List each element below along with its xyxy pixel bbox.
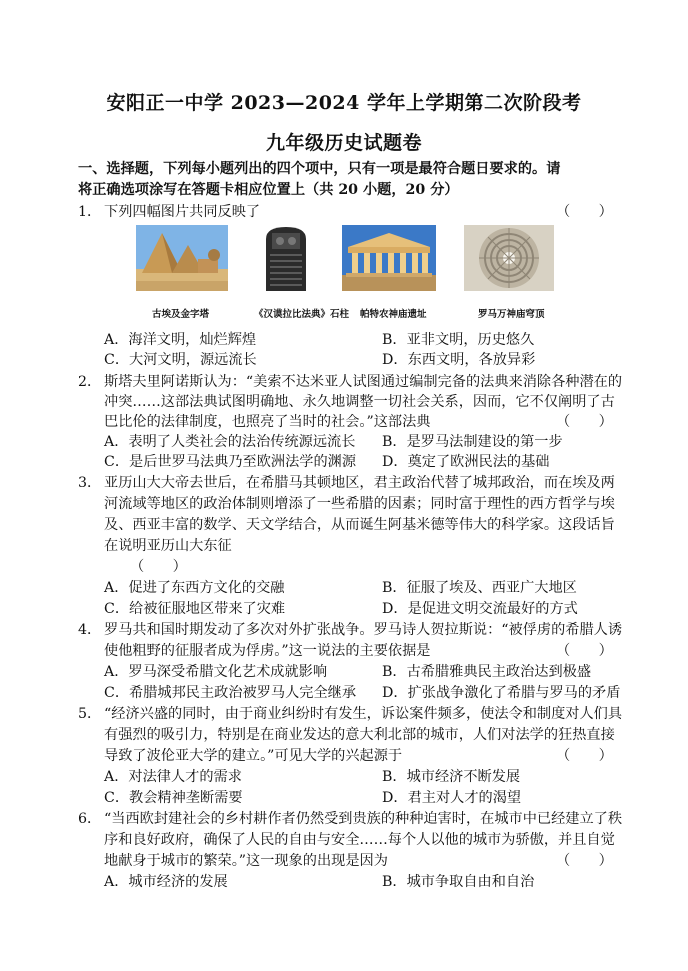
question-6-stem-line-1: “当西欧封建社会的乡村耕作者仍然受到贵族的种种迫害时，在城市中已经建立了秩 <box>104 811 623 827</box>
question-3-option-c: C．给被征服地区带来了灾难 <box>104 601 286 617</box>
question-4-option-b: B．古希腊雅典民主政治达到极盛 <box>382 664 592 680</box>
section-instruction-line-2: 将正确选项涂写在答题卡相应位置上（共 20 小题，20 分） <box>78 182 459 198</box>
question-2-option-c: C．是后世罗马法典乃至欧洲法学的渊源 <box>104 454 357 470</box>
question-5-option-c: C．教会精神垄断需要 <box>104 790 243 806</box>
question-4-option-d: D．扩张战争激化了希腊与罗马的矛盾 <box>382 685 621 701</box>
question-3-stem-line-2: 河流域等地区的政治体制则增添了一些希腊的因素；同时富于理性的西方哲学与埃 <box>104 496 615 512</box>
question-2-option-b: B．是罗马法制建设的第一步 <box>382 434 563 450</box>
question-1-option-b: B．亚非文明，历史悠久 <box>382 332 535 348</box>
question-4-option-a: A．罗马深受希腊文化艺术成就影响 <box>104 664 328 680</box>
question-3-number: 3． <box>78 475 102 491</box>
exam-title: 安阳正一中学 2023—2024 学年上学期第二次阶段考 <box>106 92 582 114</box>
dome-caption: 罗马万神庙穹顶 <box>478 309 545 320</box>
question-4-option-c: C．希腊城邦民主政治被罗马人完全继承 <box>104 685 357 701</box>
question-3-stem-line-1: 亚历山大大帝去世后，在希腊马其顿地区，君主政治代替了城邦政治，而在埃及两 <box>104 475 615 491</box>
question-1-number: 1． <box>78 204 102 220</box>
question-5-number: 5． <box>78 706 102 722</box>
question-6-option-b: B．城市争取自由和自治 <box>382 874 535 890</box>
question-3-option-b: B．征服了埃及、西亚广大地区 <box>382 580 577 596</box>
question-6-stem-line-2: 序和良好政府，确保了人民的自由与安全……每个人以他的城市为骄傲，并且自觉 <box>104 832 615 848</box>
question-4-number: 4． <box>78 622 102 638</box>
question-3-answer-blank: （ ） <box>130 559 187 575</box>
question-2-number: 2． <box>78 374 102 390</box>
question-2-stem-line-1: 斯塔夫里阿诺斯认为：“美索不达米亚人试图通过编制完备的法典来消除各种潜在的 <box>104 374 623 390</box>
question-3-stem-line-3: 及、西亚丰富的数学、天文学结合，从而诞生阿基米德等伟大的科学家。这段话旨 <box>104 517 615 533</box>
question-1-option-d: D．东西文明，各放异彩 <box>382 352 536 368</box>
exam-subtitle: 九年级历史试题卷 <box>265 132 422 154</box>
pyramid-sphinx-image <box>136 225 228 295</box>
section-instruction-line-1: 一、选择题，下列每小题列出的四个项中，只有一项是最符合题日要求的。请 <box>78 161 561 177</box>
question-5-stem-line-3: 导致了波伦亚大学的建立。”可见大学的兴起源于 <box>104 748 403 764</box>
question-3-option-a: A．促进了东西方文化的交融 <box>104 580 285 596</box>
question-5-stem-line-2: 有强烈的吸引力，特别是在商业发达的意大利北部的城市，人们对法学的狂热直接 <box>104 727 615 743</box>
question-6-number: 6． <box>78 811 102 827</box>
question-1-answer-blank: （ ） <box>556 204 613 220</box>
question-4-answer-blank: （ ） <box>556 643 613 659</box>
question-4-stem-line-1: 罗马共和国时期发动了多次对外扩张战争。罗马诗人贺拉斯说：“被俘虏的希腊人诱 <box>104 622 623 638</box>
question-6-answer-blank: （ ） <box>556 853 613 869</box>
question-3-stem-line-4: 在说明亚历山大东征 <box>104 538 232 554</box>
question-2-option-a: A．表明了人类社会的法治传统源远流长 <box>104 434 356 450</box>
pyramid-caption: 古埃及金字塔 <box>152 309 210 320</box>
question-5-option-a: A．对法律人才的需求 <box>104 769 242 785</box>
question-2-stem-line-3: 巴比伦的法律制度，也照亮了当时的社会。”这部法典 <box>104 414 431 430</box>
question-6-stem-line-3: 地献身于城市的繁荣。”这一现象的出现是因为 <box>104 853 388 869</box>
question-5-stem-line-1: “经济兴盛的同时，由于商业纠纷时有发生，诉讼案件频多，使法令和制度对人们具 <box>104 706 623 722</box>
parthenon-image <box>342 225 436 295</box>
question-3-option-d: D．是促进文明交流最好的方式 <box>382 601 578 617</box>
question-5-option-d: D．君主对人才的渴望 <box>382 790 522 806</box>
question-1-stem: 下列四幅图片共同反映了 <box>104 204 261 220</box>
question-4-stem-line-2: 使他粗野的征服者成为俘虏。”这一说法的主要依据是 <box>104 643 431 659</box>
question-6-option-a: A．城市经济的发展 <box>104 874 228 890</box>
question-1-option-c: C．大河文明，源远流长 <box>104 352 257 368</box>
question-5-option-b: B．城市经济不断发展 <box>382 769 521 785</box>
question-2-answer-blank: （ ） <box>556 414 613 430</box>
stele-caption: 《汉谟拉比法典》石柱 <box>254 309 350 320</box>
stele-image <box>258 225 314 295</box>
question-1-option-a: A．海洋文明，灿烂辉煌 <box>104 332 257 348</box>
question-2-stem-line-2: 冲突……这部法典试图明确地、永久地调整一切社会关系，因而，它不仅阐明了古 <box>104 394 615 410</box>
parthenon-caption: 帕特农神庙遗址 <box>360 309 427 320</box>
question-5-answer-blank: （ ） <box>556 748 613 764</box>
dome-image <box>464 225 554 295</box>
question-2-option-d: D．奠定了欧洲民法的基础 <box>382 454 550 470</box>
